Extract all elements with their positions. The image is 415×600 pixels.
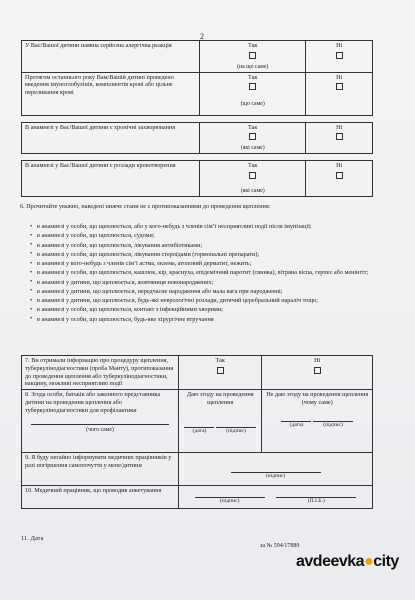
table-row [22,122,373,154]
yes-cell [200,161,306,197]
logo-text-right: city [373,553,399,570]
q8-agree-signature[interactable]: (підпис) [216,427,256,435]
q10-signature-cell [179,486,373,509]
yes-checkbox[interactable] [249,52,256,59]
section-6-intro: 6. Прочитайте уважно, наведені нижче стани не є протипоказаннями до проведення щеплення: [20,203,271,210]
q8-disagree-label: Не даю згоду на проведення щеплення (чому саме) [266,391,369,406]
top-questions-table [21,40,373,197]
question-cell: У Вас/Вашої дитини наявна серйозна алергічна реакція [22,41,200,73]
yes-label: Так [248,162,258,170]
date-label: 11. Дата [21,535,44,542]
no-checkbox[interactable] [336,133,343,140]
yes-checkbox[interactable] [249,172,256,179]
q8-disagree-signature[interactable]: (підпис) [313,421,353,429]
table-row [22,161,373,197]
section-6 [20,203,372,325]
yes-label: Так [248,73,258,81]
question-cell: Протягом останнього року Вам/Вашій дитині проведено введення імуноглобулінів, компонентів крові або цільне переливання крові [22,72,200,115]
q9-cell: 9. Я буду негайно інформувати медичних працівників у разі погіршення самопочуття у мене/дитини [22,453,179,486]
contraindications-list [20,223,372,324]
q7-yes-checkbox[interactable] [217,367,224,374]
yes-checkbox[interactable] [249,83,256,90]
table-gap [22,115,373,122]
q8-disagree-cell [262,390,373,453]
q8-agree-date[interactable]: (дата) [184,427,214,435]
q7-yes-label: Так [215,357,225,364]
q9-signature-cell [179,453,373,486]
q7-no-checkbox[interactable] [314,367,321,374]
q10-cell: 10. Медичний працівник, що проводив анкетування [22,486,179,509]
q8-text: 8. Згода особи, батьків або законного представника дитини на проведення щеплення або туберкулінодіагностики для профілактики [25,391,161,414]
table-row [22,356,373,390]
logo-dot-icon: ● [364,553,374,570]
yes-cell [200,122,306,154]
no-cell [306,41,373,73]
yes-note: (на що саме) [237,63,269,70]
yes-cell [200,41,306,73]
list-item: • в анамнезі у дитини, що щеплюється, передчасне народження або мала вага при народженні; [20,288,372,296]
table-gap [22,154,373,161]
list-item: • в анамнезі у кого-небудь з членів сім’ї астма, екзема, атоповий дерматит, нежить; [20,260,372,268]
no-cell [306,72,373,115]
list-item: • в анамнезі у особи, що щеплюється, лікування антибіотиками; [20,242,372,250]
list-item: • в анамнезі у особи, що щеплюється, будь-яке хірургічне втручання [20,316,372,324]
yes-note: (що саме) [240,101,265,108]
list-item: • в анамнезі у особи, що щеплюється, лікування стероїдами (гормональні препарати); [20,251,372,259]
q7-no-label: Ні [314,357,321,364]
no-label: Ні [336,73,343,81]
q10-signature[interactable]: (підпис) [195,497,265,505]
q7-cell: 7. Ви отримали інформацію про процедуру щеплення, туберкулінодіагностики (проба Манту), протипоказання до проведення щеплення або туберкулінодіагностики, вакцину, можливі несприятливі події [22,356,179,390]
q8-cell [22,390,179,453]
no-label: Ні [336,162,343,170]
q8-what-label: (чого саме) [86,427,114,434]
yes-checkbox[interactable] [249,133,256,140]
list-item: • в анамнезі у особи, що щеплюється, контакт з інфекційними хворими; [20,306,372,314]
list-item: • в анамнезі у дитини, що щеплюється, жовтяниця новонароджених; [20,279,372,287]
q7-no-cell [262,356,373,390]
yes-note: (які саме) [240,145,265,152]
q8-what-line[interactable] [31,416,169,425]
q8-agree-cell [179,390,262,453]
no-label: Ні [336,42,343,49]
question-cell: В анамнезі у Вас/Вашої дитини є розлади кровотворення [22,161,200,197]
no-checkbox[interactable] [336,52,343,59]
table-row [22,390,373,453]
q9-signature[interactable]: (підпис) [231,472,321,480]
consent-table [21,355,373,509]
yes-cell [200,72,306,115]
list-item: • в анамнезі у особи, що щеплюється, судоми; [20,232,372,240]
table-row [22,486,373,509]
logo-text-left: avdeevka [296,553,365,570]
yes-label: Так [248,42,258,49]
page-number: 2 [200,32,204,41]
no-cell [306,122,373,154]
yes-note: (які саме) [240,187,265,194]
no-cell [306,161,373,197]
q10-name[interactable]: (П.І.Б.) [276,497,356,505]
no-checkbox[interactable] [336,172,343,179]
q8-disagree-date[interactable]: (дата) [281,421,311,429]
q8-agree-label: Даю згоду на проведення щеплення [186,391,254,406]
registration-number: за № 594/17889 [260,543,300,549]
no-checkbox[interactable] [336,83,343,90]
question-cell: В анамнезі у Вас/Вашої дитини є хронічні захворювання [22,122,200,154]
q7-yes-cell [179,356,262,390]
table-row [22,41,373,73]
site-logo [296,553,399,571]
list-item: • в анамнезі у особи, що щеплюється, або у кого-небудь з членів сім’ї несприятливі події після імунізації; [20,223,372,231]
no-label: Ні [336,123,343,131]
list-item: • в анамнезі у дитини, що щеплюється, будь-які неврологічні розлади, дитячий церебральний параліч тощо; [20,297,372,305]
list-item: • в анамнезі у особи, що щеплюється, кашлюк, кір, краснуха, епідемічний паротит (свинка), вітряна віспа, герпес або менінгіт; [20,269,372,277]
table-row [22,453,373,486]
yes-label: Так [248,123,258,131]
table-row [22,72,373,115]
